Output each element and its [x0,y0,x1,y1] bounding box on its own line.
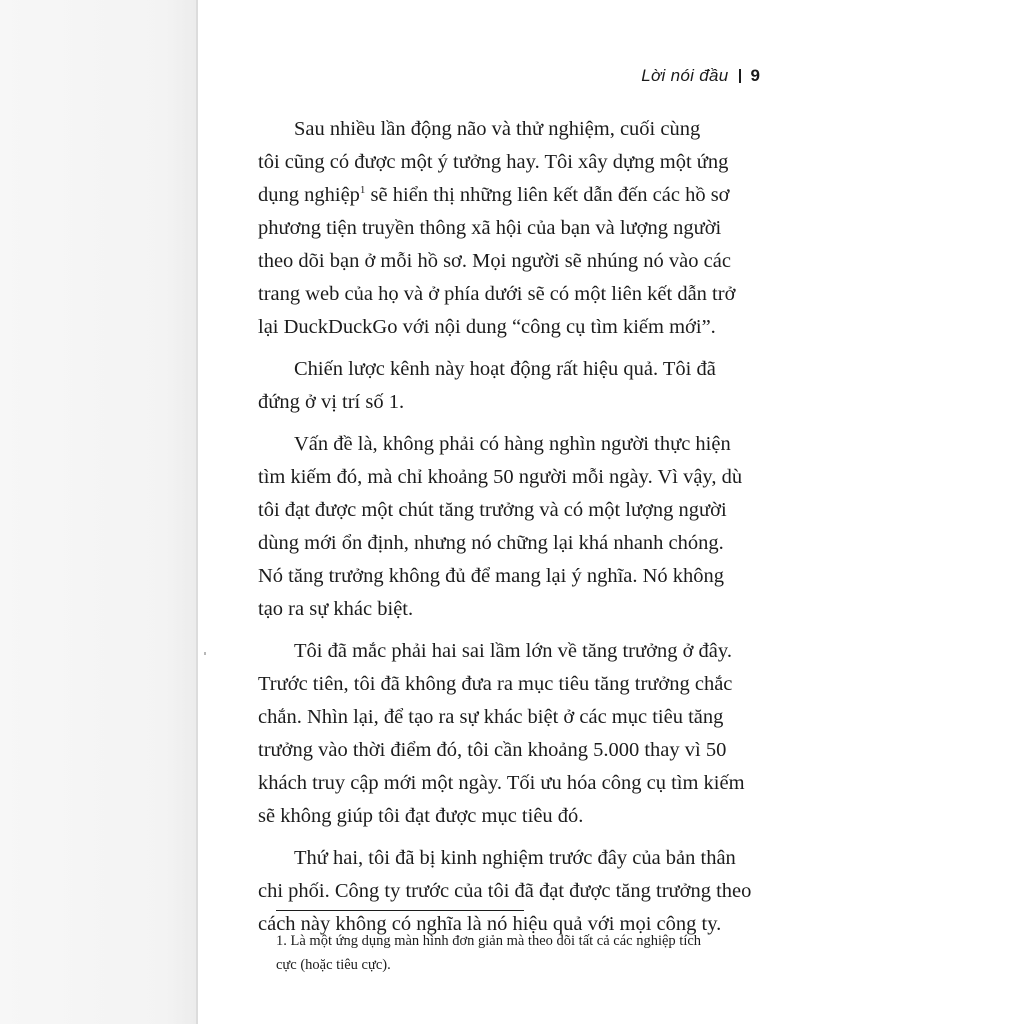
text-line: tôi đạt được một chút tăng trưởng và có một lượng người [258,499,727,521]
text-line: trang web của họ và ở phía dưới sẽ có một liên kết dẫn trở [258,283,736,305]
scan-speck [204,652,206,655]
text-line: sẽ không giúp tôi đạt được mục tiêu đó. [258,805,584,827]
paragraph-1 [258,113,778,344]
footnote-divider [276,910,524,911]
text-line: theo dõi bạn ở mỗi hồ sơ. Mọi người sẽ nhúng nó vào các [258,250,731,272]
page-gutter-edge [196,0,198,1024]
text-line-with-footnote [258,179,778,212]
body-text [258,113,778,950]
text-line: chắn. Nhìn lại, để tạo ra sự khác biệt ở các mục tiêu tăng [258,706,724,728]
text-line: Thứ hai, tôi đã bị kinh nghiệm trước đây của bản thân [294,847,736,869]
running-header [641,66,760,86]
footnote [276,929,796,977]
text-line: cách này không có nghĩa là nó hiệu quả với mọi công ty. [258,913,722,935]
footnote-marker: 1 [359,184,366,196]
footnote-line: cực (hoặc tiêu cực). [276,957,391,973]
text-line: lại DuckDuckGo với nội dung “công cụ tìm kiếm mới”. [258,316,716,338]
text-line: Vấn đề là, không phải có hàng nghìn người thực hiện [294,433,731,455]
text-line: trưởng vào thời điểm đó, tôi cần khoảng 5.000 thay vì 50 [258,739,727,761]
paragraph-3 [258,428,778,626]
text-line: tôi cũng có được một ý tưởng hay. Tôi xây dựng một ứng [258,151,729,173]
paragraph-2 [258,353,778,419]
footnote-line: 1. Là một ứng dụng màn hình đơn giản mà theo dõi tất cả các nghiệp tích [276,933,702,949]
text-segment: sẽ hiển thị những liên kết dẫn đến các hồ sơ [365,184,730,206]
page-number: 9 [750,66,760,85]
text-line: Sau nhiều lần động não và thử nghiệm, cuối cùng [294,118,701,140]
text-line: dùng mới ổn định, nhưng nó chững lại khá nhanh chóng. [258,532,724,554]
text-line: Chiến lược kênh này hoạt động rất hiệu quả. Tôi đã [294,358,716,380]
text-line: Nó tăng trưởng không đủ để mang lại ý nghĩa. Nó không [258,565,725,587]
page-gutter-shadow [0,0,196,1024]
paragraph-4 [258,635,778,833]
text-line: tạo ra sự khác biệt. [258,598,414,620]
text-line: đứng ở vị trí số 1. [258,391,405,413]
text-line: phương tiện truyền thông xã hội của bạn và lượng người [258,217,722,239]
chapter-title: Lời nói đầu [641,66,729,85]
text-line: khách truy cập mới một ngày. Tối ưu hóa công cụ tìm kiếm [258,772,745,794]
header-separator [739,69,741,83]
text-line: tìm kiếm đó, mà chỉ khoảng 50 người mỗi ngày. Vì vậy, dù [258,466,743,488]
text-segment: dụng nghiệp [258,184,360,206]
text-line: chi phối. Công ty trước của tôi đã đạt được tăng trưởng theo [258,880,752,902]
text-line: Tôi đã mắc phải hai sai lầm lớn về tăng trưởng ở đây. [294,640,732,662]
text-line: Trước tiên, tôi đã không đưa ra mục tiêu tăng trưởng chắc [258,673,733,695]
paragraph-5 [258,842,778,941]
